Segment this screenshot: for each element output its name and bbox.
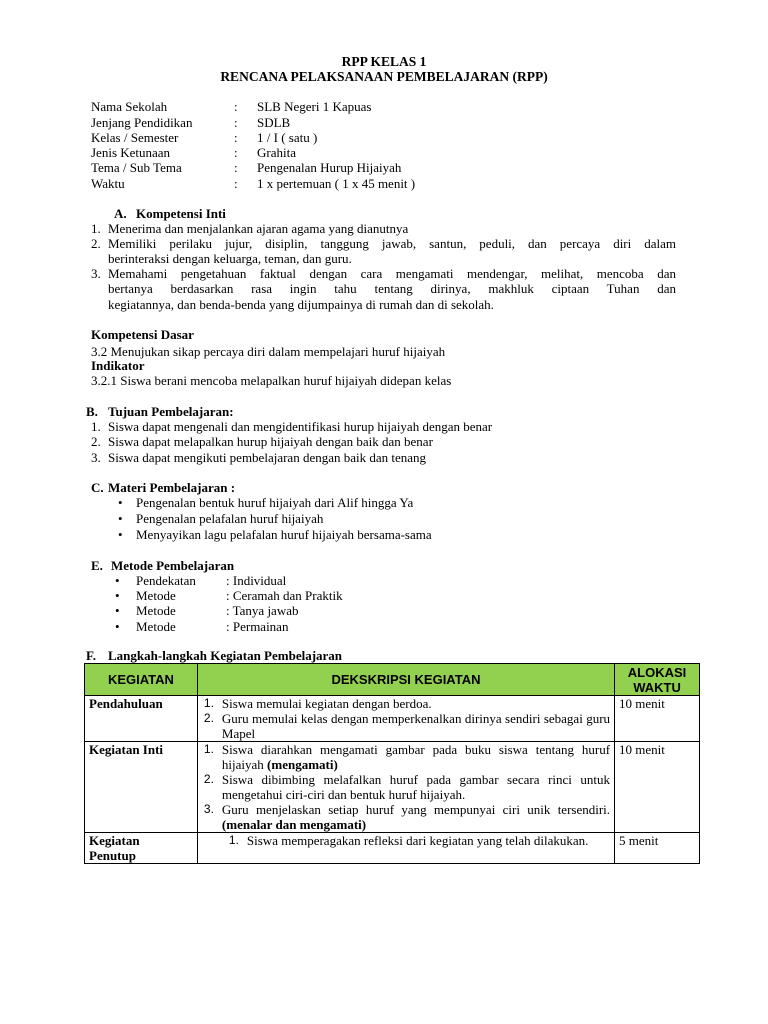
list-item [202, 802, 610, 832]
table-row [85, 833, 700, 864]
list-item-text: berinteraksi dengan keluarga, teman, dan guru. [108, 251, 352, 266]
section-heading: Metode Pembelajaran [111, 558, 235, 573]
list-item-text: Menerima dan menjalankan ajaran agama yang dianutnya [108, 221, 409, 236]
info-colon: : [234, 145, 238, 160]
info-colon: : [234, 115, 238, 130]
bullet-icon: • [118, 511, 123, 526]
paragraph: 3.2.1 Siswa berani mencoba melapalkan huruf hijaiyah didepan kelas [91, 373, 452, 388]
doc-title-line1: RPP KELAS 1 [341, 54, 427, 69]
list-item-text: Pengenalan bentuk huruf hijaiyah dari Alif hingga Ya [136, 495, 414, 510]
section-marker: E. [91, 558, 103, 573]
list-number: 2. [203, 711, 214, 725]
kegiatan-cell [85, 742, 198, 833]
list-item [202, 711, 610, 741]
list-item-text: Siswa diarahkan mengamati gambar pada buku siswa tentang huruf hijaiyah [221, 742, 611, 772]
method-value: : Ceramah dan Praktik [226, 588, 343, 603]
deskripsi-list [202, 833, 610, 848]
list-item-text: Siswa dapat mengikuti pembelajaran dengan baik dan tenang [108, 450, 427, 465]
bullet-icon: • [115, 619, 120, 634]
list-item-text: Siswa dibimbing melafalkan huruf pada gambar secara rinci untuk mengetahui ciri-ciri dan bentuk huruf hijaiyah. [221, 772, 611, 802]
bullet-icon: • [115, 603, 120, 618]
method-label: Metode [136, 603, 176, 618]
section-heading: Tujuan Pembelajaran: [108, 404, 234, 419]
section-heading: Langkah-langkah Kegiatan Pembelajaran [108, 648, 343, 663]
info-value: 1 / I ( satu ) [257, 130, 318, 145]
doc-title-line2: RENCANA PELAKSANAAN PEMBELAJARAN (RPP) [220, 69, 548, 84]
header-deskripsi: DEKSKRIPSI KEGIATAN [197, 664, 614, 696]
bullet-icon: • [115, 573, 120, 588]
info-value: SDLB [257, 115, 291, 130]
section-heading: Materi Pembelajaran : [108, 480, 236, 495]
method-label: Metode [136, 619, 176, 634]
section-heading: Kompetensi Dasar [91, 327, 194, 342]
list-item-emphasis: (menalar dan mengamati) [221, 817, 367, 832]
list-item [202, 696, 610, 711]
deskripsi-cell [197, 833, 614, 864]
list-item [202, 772, 610, 802]
info-value: Pengenalan Hurup Hijaiyah [257, 160, 402, 175]
list-item-text: bertanya berdasarkan rasa ingin tahu tentang dirinya, makhluk ciptaan Tuhan dan [108, 281, 676, 296]
method-label: Pendekatan [136, 573, 196, 588]
list-number: 3. [91, 450, 101, 465]
info-label: Nama Sekolah [91, 99, 168, 114]
list-number: 1. [203, 742, 214, 756]
table-row [85, 696, 700, 742]
kegiatan-cell [85, 696, 198, 742]
bullet-icon: • [118, 495, 123, 510]
deskripsi-list [202, 696, 610, 741]
list-number: 2. [203, 772, 214, 786]
kegiatan-label: Kegiatan [89, 833, 140, 848]
method-value: : Individual [226, 573, 287, 588]
section-marker: C. [91, 480, 104, 495]
list-number: 3. [91, 266, 101, 281]
header-alokasi-line2: WAKTU [633, 679, 681, 695]
list-number: 1. [203, 696, 214, 710]
kegiatan-label: Kegiatan Inti [89, 742, 164, 757]
list-item-emphasis: (mengamati) [267, 757, 338, 772]
header-alokasi [615, 664, 700, 696]
waktu-cell: 10 menit [615, 696, 700, 742]
bullet-icon: • [118, 527, 123, 542]
list-item-text: Memiliki perilaku jujur, disiplin, tanggung jawab, santun, peduli, dan percaya diri dalam [108, 236, 676, 251]
list-item [227, 833, 610, 848]
list-item-text: Siswa dapat mengenali dan mengidentifikasi hurup hijaiyah dengan benar [108, 419, 493, 434]
method-label: Metode [136, 588, 176, 603]
method-value: : Permainan [226, 619, 289, 634]
info-value: SLB Negeri 1 Kapuas [257, 99, 372, 114]
section-marker: A. [114, 206, 127, 221]
info-label: Tema / Sub Tema [91, 160, 182, 175]
list-number: 1. [91, 419, 101, 434]
activities-table [84, 663, 700, 864]
bullet-icon: • [115, 588, 120, 603]
info-value: 1 x pertemuan ( 1 x 45 menit ) [257, 176, 416, 191]
header-alokasi-line1: ALOKASI [627, 664, 687, 680]
list-item-text: Guru memulai kelas dengan memperkenalkan dirinya sendiri sebagai guru Mapel [221, 711, 611, 741]
list-item [202, 742, 610, 772]
waktu-cell: 5 menit [615, 833, 700, 864]
info-colon: : [234, 160, 238, 175]
method-value: : Tanya jawab [226, 603, 299, 618]
kegiatan-label-line2: Penutup [89, 848, 136, 863]
table-row [85, 742, 700, 833]
list-item-text: Memahami pengetahuan faktual dengan cara mengamati mendengar, melihat, mencoba dan [108, 266, 676, 281]
info-value: Grahita [257, 145, 296, 160]
info-colon: : [234, 176, 238, 191]
info-colon: : [234, 99, 238, 114]
info-label: Kelas / Semester [91, 130, 179, 145]
list-item-text: Siswa memulai kegiatan dengan berdoa. [221, 696, 432, 711]
section-marker: B. [86, 404, 98, 419]
section-heading: Indikator [91, 358, 145, 373]
info-label: Jenis Ketunaan [91, 145, 171, 160]
deskripsi-cell [197, 696, 614, 742]
list-number: 1. [91, 221, 101, 236]
section-marker: F. [86, 648, 96, 663]
paragraph: 3.2 Menujukan sikap percaya diri dalam mempelajari huruf hijaiyah [91, 344, 446, 359]
list-number: 2. [91, 236, 101, 251]
section-heading: Kompetensi Inti [136, 206, 226, 221]
header-kegiatan: KEGIATAN [85, 664, 198, 696]
list-item-text: Siswa dapat melapalkan hurup hijaiyah dengan baik dan benar [108, 434, 433, 449]
kegiatan-cell [85, 833, 198, 864]
deskripsi-cell [197, 742, 614, 833]
list-item-text: Pengenalan pelafalan huruf hijaiyah [136, 511, 324, 526]
info-colon: : [234, 130, 238, 145]
list-item-text: kegiatannya, dan benda-benda yang dijumpainya di rumah dan di sekolah. [108, 297, 494, 312]
list-item-text: Siswa memperagakan refleksi dari kegiatan yang telah dilakukan. [246, 833, 589, 848]
list-item-text: Menyayikan lagu pelafalan huruf hijaiyah bersama-sama [136, 527, 432, 542]
info-label: Jenjang Pendidikan [91, 115, 193, 130]
list-item-text: Guru menjelaskan setiap huruf yang mempunyai ciri unik tersendiri. [221, 802, 611, 817]
list-number: 1. [228, 833, 239, 847]
info-label: Waktu [91, 176, 125, 191]
list-number: 2. [91, 434, 101, 449]
list-number: 3. [203, 802, 214, 816]
table-header-row [85, 664, 700, 696]
deskripsi-list [202, 742, 610, 832]
waktu-cell: 10 menit [615, 742, 700, 833]
kegiatan-label: Pendahuluan [89, 696, 163, 711]
